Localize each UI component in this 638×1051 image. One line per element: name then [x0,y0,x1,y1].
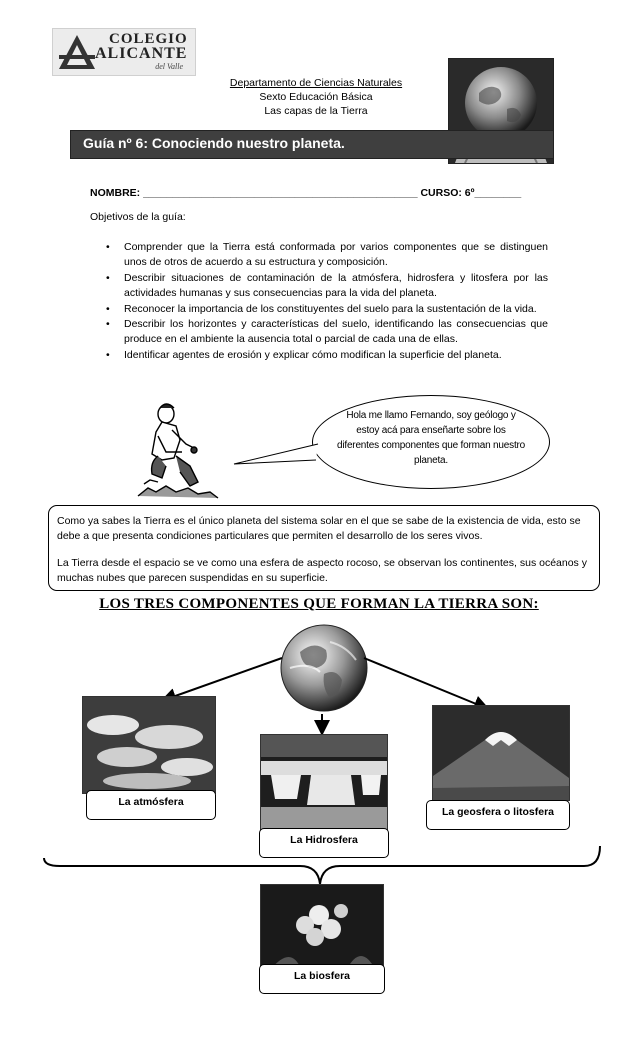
guide-title: Guía nº 6: Conociendo nuestro planeta. [83,135,345,151]
objectives-title: Objetivos de la guía: [90,211,186,223]
name-course-field[interactable]: NOMBRE: _______________________________________________ CURSO: 6º________ [90,187,522,199]
objectives-list [106,240,548,363]
arrow-to-geosphere [364,658,486,708]
speech-bubble-tail [230,440,320,470]
biosphere-label [259,964,385,994]
earth-globe-image [280,622,368,714]
atmosphere-label-text: La atmósfera [118,796,184,808]
objective-item: • Describir situaciones de contaminación de la atmósfera, hidrosfera y litosfera por las actividades humanas y sus consecuencias para la vida del planeta. [106,271,548,302]
logo-triangle-icon [57,33,97,71]
biosphere-photo [260,884,384,970]
geosphere-photo [432,705,570,801]
hydrosphere-photo [260,734,388,830]
logo-text-colegio: COLEGIO [109,31,188,47]
grade-text: Sexto Educación Básica [259,91,373,103]
atmosphere-label [86,790,216,820]
geosphere-label-text: La geosfera o litosfera [441,806,555,818]
objective-item: • Identificar agentes de erosión y explicar cómo modifican la superficie del planeta. [106,348,548,363]
hydrosphere-label [259,828,389,858]
speech-bubble [312,395,550,489]
atmosphere-photo [82,696,216,794]
objective-item: • Comprender que la Tierra está conformada por varios componentes que se distinguen unos de otros de acuerdo a su estructura y composición. [106,240,548,271]
logo-text-alicante: ALICANTE [95,45,188,62]
info-paragraph: La Tierra desde el espacio se ve como una esfera de aspecto rocoso, se observan los continentes, sus océanos y muchas nubes que parecen suspendidas en su superficie. [57,557,587,585]
info-box [48,505,600,591]
geologist-illustration [136,400,226,500]
school-logo [52,28,196,76]
hydrosphere-label-text: La Hidrosfera [290,834,358,846]
subject-text: Las capas de la Tierra [264,105,368,117]
arrow-to-atmosphere [164,658,282,700]
guide-title-banner [70,130,554,159]
logo-text-del-valle: del Valle [155,62,183,71]
document-header [228,76,404,118]
department-text: Departamento de Ciencias Naturales [229,77,403,89]
biosphere-label-text: La biosfera [293,970,351,982]
objective-item: • Describir los horizontes y características del suelo, identificando las consecuencias que produce en el ambiente la ausencia total o parcial de cada una de ellas. [106,317,548,348]
components-heading: LOS TRES COMPONENTES QUE FORMAN LA TIERRA SON: [99,596,539,612]
objective-item: • Reconocer la importancia de los constituyentes del suelo para la sustentación de la vida. [106,302,548,317]
info-paragraph: Como ya sabes la Tierra es el único planeta del sistema solar en el que se sabe de la existencia de vida, esto se debe a que presenta condiciones particulares que permiten el desarrollo de los seres vivos. [57,515,581,543]
speech-bubble-text: Hola me llamo Fernando, soy geólogo y estoy acá para enseñarte sobre los diferentes componentes que forman nuestro planeta. [336,410,526,466]
geosphere-label [426,800,570,830]
